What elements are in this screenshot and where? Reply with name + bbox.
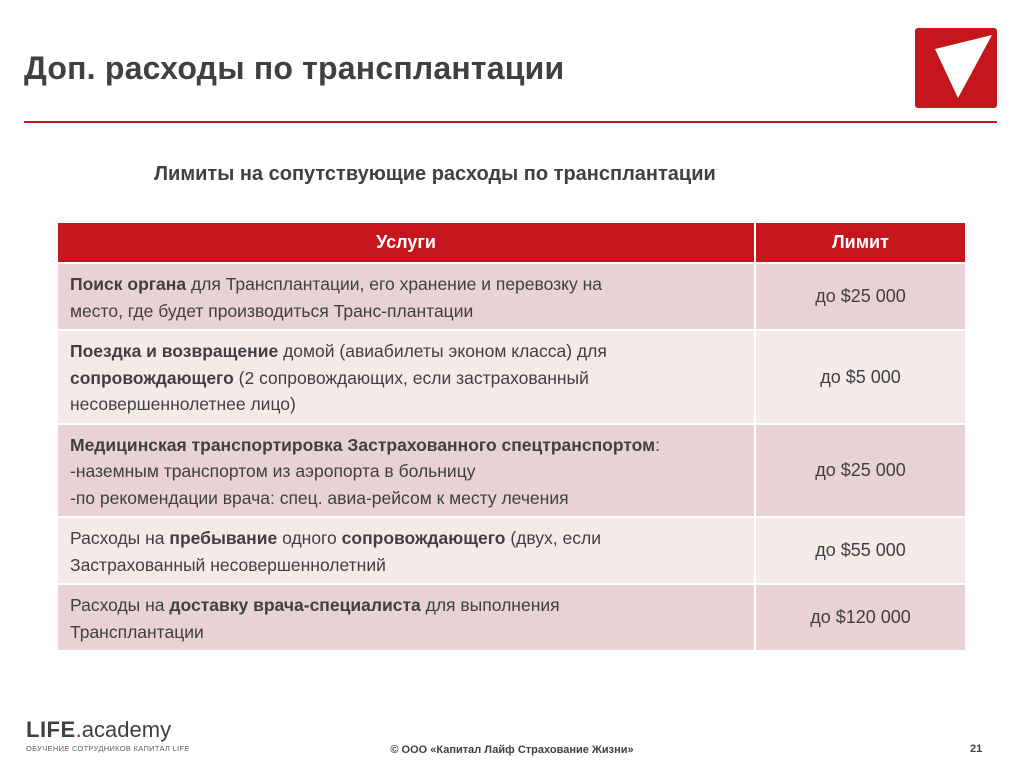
service-text: -наземным транспортом из аэропорта в больницу	[70, 461, 476, 481]
limit-cell: до $25 000	[756, 264, 965, 331]
life-academy-wordmark: LIFE.academy	[26, 717, 172, 742]
triangle-logo-icon	[915, 28, 997, 108]
service-text-line	[70, 391, 742, 418]
service-text-bold: доставку врача-специалиста	[169, 595, 421, 615]
limit-cell: до $5 000	[756, 331, 965, 425]
service-text-line	[70, 365, 742, 392]
service-text-bold: Поиск органа	[70, 274, 187, 294]
service-text-bold: сопровождающего	[341, 528, 506, 548]
company-logo-icon	[915, 28, 997, 108]
service-text-line	[70, 338, 742, 365]
slide-title: Доп. расходы по трансплантации	[24, 50, 565, 86]
service-text-bold: Поездка и возвращение	[70, 341, 279, 361]
service-text: Застрахованный несовершеннолетний	[70, 554, 386, 575]
logo-academy-text: academy	[81, 717, 172, 742]
table-row	[58, 585, 965, 652]
logo-life-text: LIFE	[26, 717, 76, 742]
title-divider	[24, 121, 997, 123]
logo-tagline: ОБУЧЕНИЕ СОТРУДНИКОВ КАПИТАЛ LIFE	[26, 744, 190, 753]
service-text-line	[70, 298, 742, 325]
service-text: Трансплантации	[70, 621, 204, 642]
table-header-row	[58, 223, 965, 264]
service-text: одного	[277, 528, 342, 548]
service-text-line	[70, 485, 742, 512]
service-text-bold: Медицинская транспортировка Застрахованного спецтранспортом	[70, 434, 656, 455]
header-services: Услуги	[58, 223, 756, 264]
table-row	[58, 264, 965, 331]
service-cell	[58, 264, 756, 331]
service-text: -по рекомендации врача: спец. авиа-рейсом к месту лечения	[70, 487, 569, 508]
service-text: Расходы на	[70, 595, 170, 615]
service-text-line	[70, 271, 742, 298]
service-text: для Трансплантации, его хранение и перевозку на	[186, 274, 603, 294]
service-text: (двух, если	[505, 528, 601, 548]
service-text: место, где будет производиться Транс-плантации	[70, 300, 474, 321]
limits-table	[58, 223, 965, 652]
service-text-line	[70, 619, 742, 646]
service-text: несовершеннолетнее лицо)	[70, 394, 296, 414]
service-cell	[58, 585, 756, 652]
header-limit: Лимит	[756, 223, 965, 264]
service-text-bold: сопровождающего	[70, 367, 234, 388]
page-number: 21	[970, 743, 983, 755]
limit-cell: до $25 000	[756, 425, 965, 519]
service-text-bold: пребывание	[169, 528, 278, 548]
service-cell	[58, 518, 756, 585]
limit-cell: до $120 000	[756, 585, 965, 652]
copyright-text: © ООО «Капитал Лайф Страхование Жизни»	[390, 744, 634, 756]
service-text-line	[70, 525, 742, 552]
service-text: для выполнения	[420, 595, 560, 615]
limit-cell: до $55 000	[756, 518, 965, 585]
table-row	[58, 518, 965, 585]
service-text: :	[655, 434, 660, 455]
service-text: домой (авиабилеты эконом класса) для	[278, 341, 607, 361]
service-text-line	[70, 592, 742, 619]
table-row	[58, 425, 965, 519]
service-text-line	[70, 552, 742, 579]
service-cell	[58, 331, 756, 425]
service-text-line	[70, 432, 742, 459]
table-caption: Лимиты на сопутствующие расходы по трансплантации	[154, 163, 716, 185]
service-text: (2 сопровождающих, если застрахованный	[233, 367, 589, 388]
service-text-line	[70, 458, 742, 485]
service-text: Расходы на	[70, 528, 170, 548]
service-cell	[58, 425, 756, 519]
table-row	[58, 331, 965, 425]
